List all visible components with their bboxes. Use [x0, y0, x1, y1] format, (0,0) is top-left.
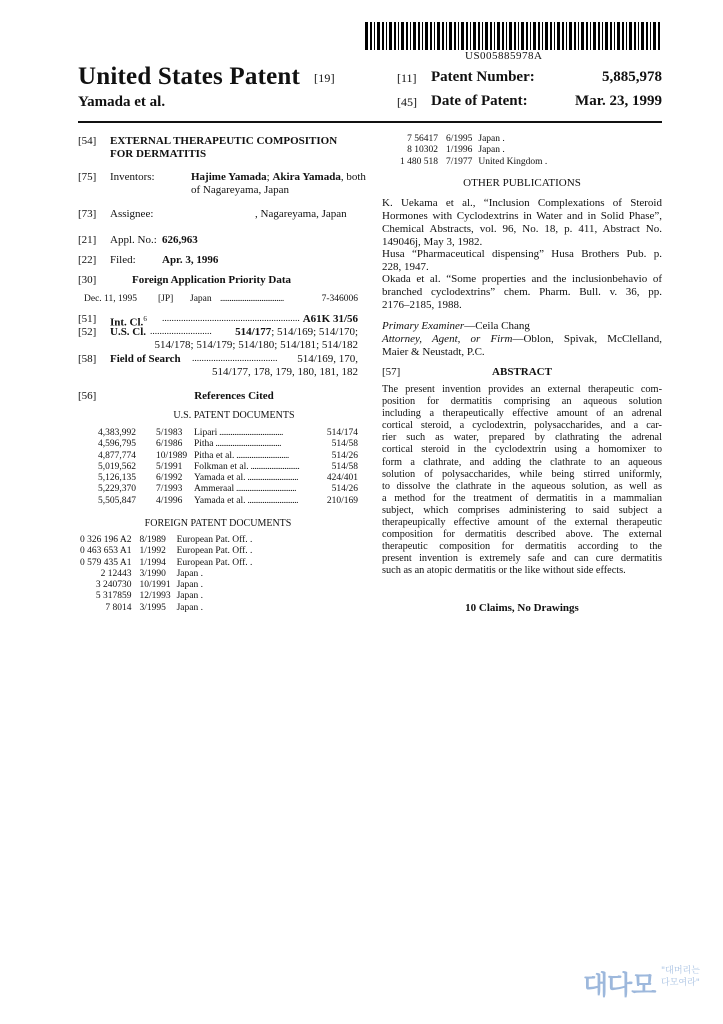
barcode-bar — [425, 22, 428, 50]
barcode-bar — [377, 22, 380, 50]
primary-examiner: Primary Examiner—Ceila Chang — [382, 320, 530, 332]
ref-date: 12/1993 — [139, 591, 171, 602]
barcode-bar — [542, 22, 543, 50]
ref-name: Pitha ................................... — [194, 439, 282, 450]
barcode-bar — [370, 22, 372, 50]
ref-number: 5,229,370 — [98, 484, 136, 495]
field-line2: 514/177, 178, 179, 180, 181, 182 — [211, 366, 358, 378]
barcode-bar — [569, 22, 572, 50]
table-row — [400, 134, 547, 145]
assignee-label: Assignee: — [110, 208, 154, 220]
barcode-bar — [614, 22, 615, 50]
invention-title-line2: FOR DERMATITIS — [110, 148, 207, 160]
ref-office: Japan . — [478, 145, 505, 156]
ref-date: 10/1989 — [156, 450, 188, 461]
abstract-line: The present invention provides an external therapeutic com- — [382, 384, 662, 395]
ref-class: 514/58 — [331, 439, 358, 450]
invention-title-line1: EXTERNAL THERAPEUTIC COMPOSITION — [110, 135, 338, 147]
publication-1: K. Uekama et al., “Inclusion Complexations of Steroid Hormones with Cyclodextrins in Water and in Solid Phase”, Chemical Abstracts, vol. 96, No. 18, p. 411, Abstract No. 149046j, May 3, 1982. — [382, 197, 662, 248]
publication-2: Husa “Pharmaceutical dispensing” Husa Brothers Pub. p. 228, 1947. — [382, 248, 662, 273]
foreign-patent-docs — [80, 535, 252, 614]
foreign-priority-row — [84, 294, 358, 305]
abstract-line: solution of polysaccharides, while being stirred uniformly, — [382, 468, 662, 480]
date-label: Date of Patent: — [431, 93, 528, 109]
ref-date: 6/1992 — [156, 473, 183, 484]
ref-name: Yamada et al. ........................... — [194, 473, 299, 484]
header-rule — [78, 121, 662, 123]
barcode-bar — [562, 22, 564, 50]
leader-dots: ........................... — [245, 495, 299, 506]
foreign-date: Dec. 11, 1995 — [84, 294, 137, 304]
barcode-bar — [454, 22, 456, 50]
ref-number: 3 240730 — [95, 580, 132, 591]
barcode-bar — [658, 22, 660, 50]
ref-office: European Pat. Off. . — [176, 557, 253, 568]
filed-code: [22] — [78, 254, 97, 266]
ref-class: 210/169 — [326, 495, 358, 506]
ref-date: 1/1992 — [139, 546, 166, 557]
barcode-bar — [545, 22, 548, 50]
us-patent-docs — [98, 428, 358, 507]
ref-class: 514/26 — [331, 450, 358, 461]
leader-dots: .......................... — [150, 327, 212, 337]
ref-office: European Pat. Off. . — [176, 546, 253, 557]
barcode-bar — [634, 22, 636, 50]
ref-date: 5/1983 — [156, 428, 183, 438]
ref-office: Japan . — [478, 134, 505, 144]
barcode-bar — [590, 22, 591, 50]
date-row — [397, 93, 662, 110]
barcode-bar — [530, 22, 531, 50]
ref-number: 4,596,795 — [98, 439, 136, 450]
table-row — [98, 484, 358, 495]
ref-name: Lipari .................................. — [194, 428, 283, 438]
uscl-code: [52] — [78, 326, 97, 338]
abstract-line: a method for the treatment of dermatitis in a mammalian — [382, 492, 662, 504]
title-code: [54] — [78, 135, 97, 147]
leader-dots: .......................... — [248, 461, 300, 472]
barcode-bar — [629, 22, 632, 50]
barcode-bar — [554, 22, 555, 50]
claims-summary: 10 Claims, No Drawings — [465, 602, 579, 614]
country-title: United States Patent — [78, 63, 301, 90]
ref-date: 3/1995 — [139, 602, 166, 613]
ref-date: 5/1991 — [156, 461, 183, 472]
leader-dots: .......................................................... — [162, 314, 300, 324]
ref-number: 5,505,847 — [98, 495, 136, 506]
watermark-logo — [583, 957, 708, 1013]
table-row — [80, 569, 252, 580]
other-pubs-heading: OTHER PUBLICATIONS — [463, 177, 581, 189]
barcode-bar — [401, 22, 404, 50]
table-row — [98, 473, 358, 484]
field-label: Field of Search — [110, 353, 181, 365]
table-row — [98, 462, 358, 473]
barcode-bar — [494, 22, 495, 50]
publication-3: Okada et al. “Some properties and the inclusionbehavio of branched cyclodextrins” chem. Pharm. Bull. v. 36, pp. 2176–2185, 1988. — [382, 273, 662, 311]
table-row — [98, 439, 358, 450]
barcode-bar — [410, 22, 411, 50]
ref-number: 4,877,774 — [98, 450, 136, 461]
us-docs-heading: U.S. PATENT DOCUMENTS — [173, 410, 295, 421]
assignee-value: , Nagareyama, Japan — [255, 208, 347, 220]
ref-office: European Pat. Off. . — [176, 535, 253, 545]
leader-dots: ................................ — [234, 484, 296, 495]
barcode-bar — [449, 22, 452, 50]
watermark-slogan: "대머리는 다모여라" — [661, 966, 700, 988]
barcode-bar — [622, 22, 624, 50]
barcode-bar — [422, 22, 423, 50]
abstract-line: including a therapeutically effective amount of an adrenal — [382, 408, 662, 420]
foreign-country-code: [JP] — [158, 294, 174, 304]
barcode-bar — [446, 22, 447, 50]
leader-dots: ................................... — [213, 439, 282, 450]
abstract-line: form a clathrate, and adding the clathrate to an aqueous — [382, 456, 662, 468]
ref-office: Japan . — [176, 602, 203, 613]
inventor-name-2: Akira Yamada — [272, 171, 341, 183]
abstract-heading: ABSTRACT — [492, 366, 552, 378]
abstract-line: cortical steroid, a cyclodextrin, polysaccharides, and a car- — [382, 420, 662, 432]
ref-name: Pitha et al. ............................ — [194, 450, 289, 461]
appl-label: Appl. No.: — [110, 234, 157, 246]
inventor-name-1: Hajime Yamada — [191, 171, 267, 183]
barcode-bar — [566, 22, 567, 50]
barcode-bar — [478, 22, 480, 50]
ref-number: 0 463 653 A1 — [80, 546, 132, 557]
barcode-bar — [406, 22, 408, 50]
barcode-bar — [374, 22, 375, 50]
barcode-bar — [598, 22, 600, 50]
foreign-number: 7-346006 — [321, 294, 358, 304]
barcode-bar — [626, 22, 627, 50]
barcode-bar — [386, 22, 387, 50]
ref-date: 7/1993 — [156, 484, 183, 495]
barcode-bar — [394, 22, 396, 50]
leader-dots: .................................... — [192, 354, 278, 364]
barcode-bar — [482, 22, 483, 50]
barcode-bar — [593, 22, 596, 50]
barcode-bar — [586, 22, 588, 50]
barcode-bar — [574, 22, 576, 50]
ref-class: 514/174 — [326, 428, 358, 438]
ref-class: 514/26 — [331, 484, 358, 495]
leader-dots: ............................ — [234, 450, 289, 461]
watermark-big: 대다모 — [583, 971, 656, 1001]
abstract-line: position for dermatitis comprising an aqueous solution — [382, 396, 662, 408]
barcode-bar — [538, 22, 540, 50]
barcode-bar — [442, 22, 444, 50]
barcode-bar — [550, 22, 552, 50]
ref-number: 8 10302 — [407, 145, 438, 156]
ref-date: 1/1994 — [139, 557, 166, 568]
field-code: [58] — [78, 353, 97, 365]
barcode-bar — [434, 22, 435, 50]
ref-name: Ammeraal ................................ — [194, 484, 296, 495]
barcode — [365, 22, 661, 50]
barcode-bar — [458, 22, 459, 50]
inventor-short: Yamada et al. — [78, 94, 166, 110]
table-row — [80, 591, 252, 602]
ref-date: 3/1990 — [139, 568, 166, 579]
barcode-bar — [497, 22, 500, 50]
ref-office: Japan . — [176, 591, 203, 602]
intcl-sup: 6 — [143, 315, 147, 323]
field-line1: 514/169, 170, — [297, 353, 358, 365]
attorney: Attorney, Agent, or Firm—Oblon, Spivak, McClelland, Maier & Neustadt, P.C. — [382, 333, 662, 358]
ref-date: 4/1996 — [156, 495, 183, 506]
inventors-code: [75] — [78, 171, 97, 183]
refs-code: [56] — [78, 390, 97, 402]
barcode-bar — [605, 22, 608, 50]
abstract-code: [57] — [382, 366, 401, 378]
table-row — [400, 157, 547, 168]
barcode-bar — [506, 22, 507, 50]
abstract-line: subject, which comprises administering to said subject a — [382, 504, 662, 516]
abstract-line: to dissolve the clathrate in the aqueous solution, as well as — [382, 480, 662, 492]
filed-label: Filed: — [110, 254, 136, 266]
barcode-number: US005885978A — [465, 50, 543, 62]
table-row — [98, 496, 358, 507]
barcode-bar — [485, 22, 488, 50]
ref-name: Folkman et al. .......................... — [194, 461, 300, 472]
ref-number: 5,126,135 — [98, 473, 136, 484]
barcode-bar — [365, 22, 368, 50]
appl-value: 626,963 — [162, 234, 198, 246]
ref-date: 7/1977 — [446, 156, 473, 167]
ref-number: 7 56417 — [407, 134, 438, 144]
table-row — [80, 580, 252, 591]
abstract-line: composition for dermatitis described above. The external — [382, 529, 662, 541]
ref-class: 424/401 — [326, 473, 358, 484]
ref-number: 5 317859 — [95, 591, 132, 602]
barcode-bar — [638, 22, 639, 50]
abstract-line: cortical steroid in the cyclodextrin using a homomixer to — [382, 444, 662, 456]
barcode-bar — [514, 22, 516, 50]
barcode-bar — [382, 22, 384, 50]
barcode-bar — [518, 22, 519, 50]
barcode-bar — [650, 22, 651, 50]
ref-class: 514/58 — [331, 461, 358, 472]
table-row — [98, 428, 358, 439]
table-row — [400, 145, 547, 156]
table-row — [98, 451, 358, 462]
country-code: [19] — [314, 70, 335, 85]
leader-dots: .................................. — [220, 294, 284, 304]
barcode-bar — [430, 22, 432, 50]
foreign-docs-heading: FOREIGN PATENT DOCUMENTS — [144, 518, 292, 529]
ref-number: 0 579 435 A1 — [80, 557, 132, 568]
barcode-bar — [413, 22, 416, 50]
ref-number: 4,383,992 — [98, 428, 136, 438]
barcode-bar — [466, 22, 468, 50]
ref-date: 10/1991 — [139, 580, 171, 591]
barcode-bar — [473, 22, 476, 50]
leader-dots: ........................... — [245, 473, 299, 484]
barcode-bar — [509, 22, 512, 50]
abstract-line: such as an atopic dermatitis or the like without side effects. — [382, 565, 626, 577]
inventors-line2: of Nagareyama, Japan — [191, 184, 290, 196]
ref-office: Japan . — [176, 568, 203, 579]
barcode-bar — [653, 22, 656, 50]
date-code: [45] — [397, 95, 417, 109]
assignee-code: [73] — [78, 208, 97, 220]
barcode-bar — [557, 22, 560, 50]
ref-office: United Kingdom . — [478, 156, 548, 167]
barcode-bar — [602, 22, 603, 50]
ref-date: 8/1989 — [139, 535, 166, 545]
foreign-heading: Foreign Application Priority Data — [132, 274, 291, 286]
abstract-text — [382, 384, 662, 578]
table-row — [80, 558, 252, 569]
barcode-bar — [418, 22, 420, 50]
intcl-code: [51] — [78, 313, 97, 325]
barcode-bar — [641, 22, 644, 50]
ref-number: 0 326 196 A2 — [80, 535, 132, 545]
barcode-bar — [610, 22, 612, 50]
filed-value: Apr. 3, 1996 — [162, 254, 219, 266]
table-row — [80, 603, 252, 614]
ref-date: 6/1986 — [156, 439, 183, 450]
barcode-bar — [461, 22, 464, 50]
patent-number-code: [11] — [397, 71, 417, 85]
ref-office: Japan . — [176, 580, 203, 591]
intcl-label: Int. Cl. — [110, 316, 144, 329]
barcode-bar — [526, 22, 528, 50]
uscl-line2: 514/178; 514/179; 514/180; 514/181; 514/182 — [154, 339, 358, 351]
foreign-code: [30] — [78, 274, 97, 286]
abstract-line: present invention is extremely safe and can cure dermatitis — [382, 553, 662, 565]
barcode-bar — [437, 22, 440, 50]
table-row — [80, 546, 252, 557]
barcode-bar — [646, 22, 648, 50]
table-row — [80, 535, 252, 546]
uscl-line1: 514/177; 514/169; 514/170; — [235, 326, 358, 338]
abstract-line: rier such as water, prepared by clathrating the adrenal — [382, 432, 662, 444]
ref-date: 6/1995 — [446, 134, 473, 144]
barcode-bar — [617, 22, 620, 50]
ref-number: 7 8014 — [105, 602, 132, 613]
ref-name: Yamada et al. ........................... — [194, 495, 299, 506]
barcode-bar — [490, 22, 492, 50]
barcode-bar — [398, 22, 399, 50]
barcode-bar — [533, 22, 536, 50]
uscl-label: U.S. Cl. — [110, 326, 147, 338]
barcode-bar — [521, 22, 524, 50]
patent-number: 5,885,978 — [602, 69, 662, 85]
barcode-bar — [578, 22, 579, 50]
leader-dots: .................................. — [217, 428, 283, 438]
barcode-bar — [470, 22, 471, 50]
intcl-value: A61K 31/56 — [302, 313, 358, 325]
foreign-country: Japan — [190, 294, 212, 304]
foreign-patent-docs-cont — [400, 134, 547, 168]
patent-office-title — [78, 63, 335, 91]
inventors-label: Inventors: — [110, 171, 155, 183]
ref-date: 1/1996 — [446, 145, 473, 156]
inventors-line1: Hajime Yamada; Akira Yamada, both — [191, 171, 366, 183]
abstract-line: therapeupically effective amount of the external therapeutic — [382, 517, 662, 529]
ref-number: 5,019,562 — [98, 461, 136, 472]
patent-number-row — [397, 69, 662, 86]
barcode-bar — [581, 22, 584, 50]
barcode-bar — [389, 22, 392, 50]
ref-number: 1 480 518 — [400, 156, 438, 167]
appl-code: [21] — [78, 234, 97, 246]
refs-heading: References Cited — [194, 390, 274, 402]
barcode-bar — [502, 22, 504, 50]
abstract-line: therapeutic composition for dermatitis according to the — [382, 541, 662, 553]
patent-number-label: Patent Number: — [431, 69, 535, 85]
patent-date: Mar. 23, 1999 — [575, 93, 662, 109]
ref-number: 2 12443 — [100, 568, 132, 579]
